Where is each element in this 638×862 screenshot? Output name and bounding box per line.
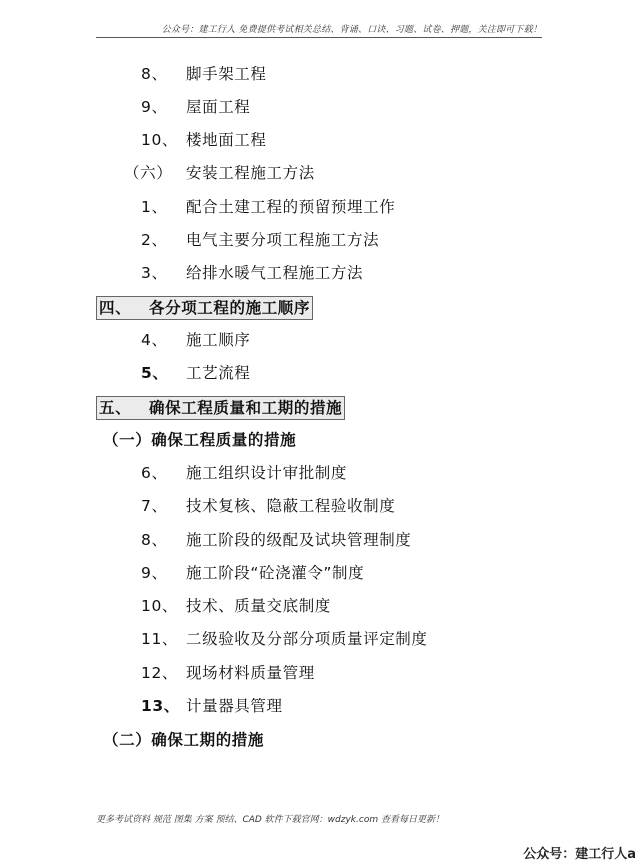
item-number: 11、	[141, 630, 179, 648]
item-number: 8、	[141, 65, 168, 83]
item-number: 2、	[141, 231, 168, 249]
item-text: 现场材料质量管理	[186, 664, 315, 682]
page-footer: 更多考试资料 规范 图集 方案 预结、CAD 软件下载官网：wdzyk.com 查看每日更新！	[96, 815, 444, 825]
item-text: 施工组织设计审批制度	[186, 464, 348, 482]
item-number: 5、	[141, 364, 169, 382]
subsection-number: （六）	[124, 164, 173, 182]
item-text: 二级验收及分部分项质量评定制度	[186, 630, 428, 648]
item-text: 脚手架工程	[186, 65, 267, 83]
item-number: 1、	[141, 198, 168, 216]
item-text: 电气主要分项工程施工方法	[186, 231, 380, 249]
watermark: 公众号：建工行人a	[523, 847, 636, 862]
item-text: 施工阶段“砼浇灌令”制度	[186, 564, 365, 582]
section-number: 五、	[99, 399, 132, 417]
item-number: 3、	[141, 264, 168, 282]
section-title: 各分项工程的施工顺序	[149, 299, 311, 317]
item-text: 楼地面工程	[186, 131, 267, 149]
item-text: 技术复核、隐蔽工程验收制度	[186, 497, 396, 515]
item-number: 7、	[141, 497, 168, 515]
item-number: 8、	[141, 531, 168, 549]
item-text: 工艺流程	[186, 364, 251, 382]
section-number: 四、	[99, 299, 132, 317]
item-text: 施工阶段的级配及试块管理制度	[186, 531, 412, 549]
page-header: 公众号：建工行人 免费提供考试相关总结、背诵、口诀、习题、试卷、押题，关注即可下载！	[161, 25, 542, 35]
item-text: 配合土建工程的预留预埋工作	[186, 198, 396, 216]
item-text: 技术、质量交底制度	[186, 597, 331, 615]
item-number: 10、	[141, 131, 179, 149]
subsection-heading-quality: （一）确保工程质量的措施	[103, 431, 297, 449]
item-text: 屋面工程	[186, 98, 251, 116]
subsection-heading-schedule: （二）确保工期的措施	[103, 731, 265, 749]
item-text: 施工顺序	[186, 331, 251, 349]
item-number: 10、	[141, 597, 179, 615]
subsection-text: 安装工程施工方法	[186, 164, 315, 182]
item-text: 计量器具管理	[186, 697, 283, 715]
item-number: 13、	[141, 697, 180, 715]
item-number: 9、	[141, 98, 168, 116]
item-number: 6、	[141, 464, 168, 482]
section-heading-5	[96, 396, 345, 420]
item-number: 4、	[141, 331, 168, 349]
item-number: 9、	[141, 564, 168, 582]
section-heading-4	[96, 296, 313, 320]
section-title: 确保工程质量和工期的措施	[149, 399, 343, 417]
item-number: 12、	[141, 664, 179, 682]
item-text: 给排水暖气工程施工方法	[186, 264, 364, 282]
header-divider	[96, 37, 542, 38]
